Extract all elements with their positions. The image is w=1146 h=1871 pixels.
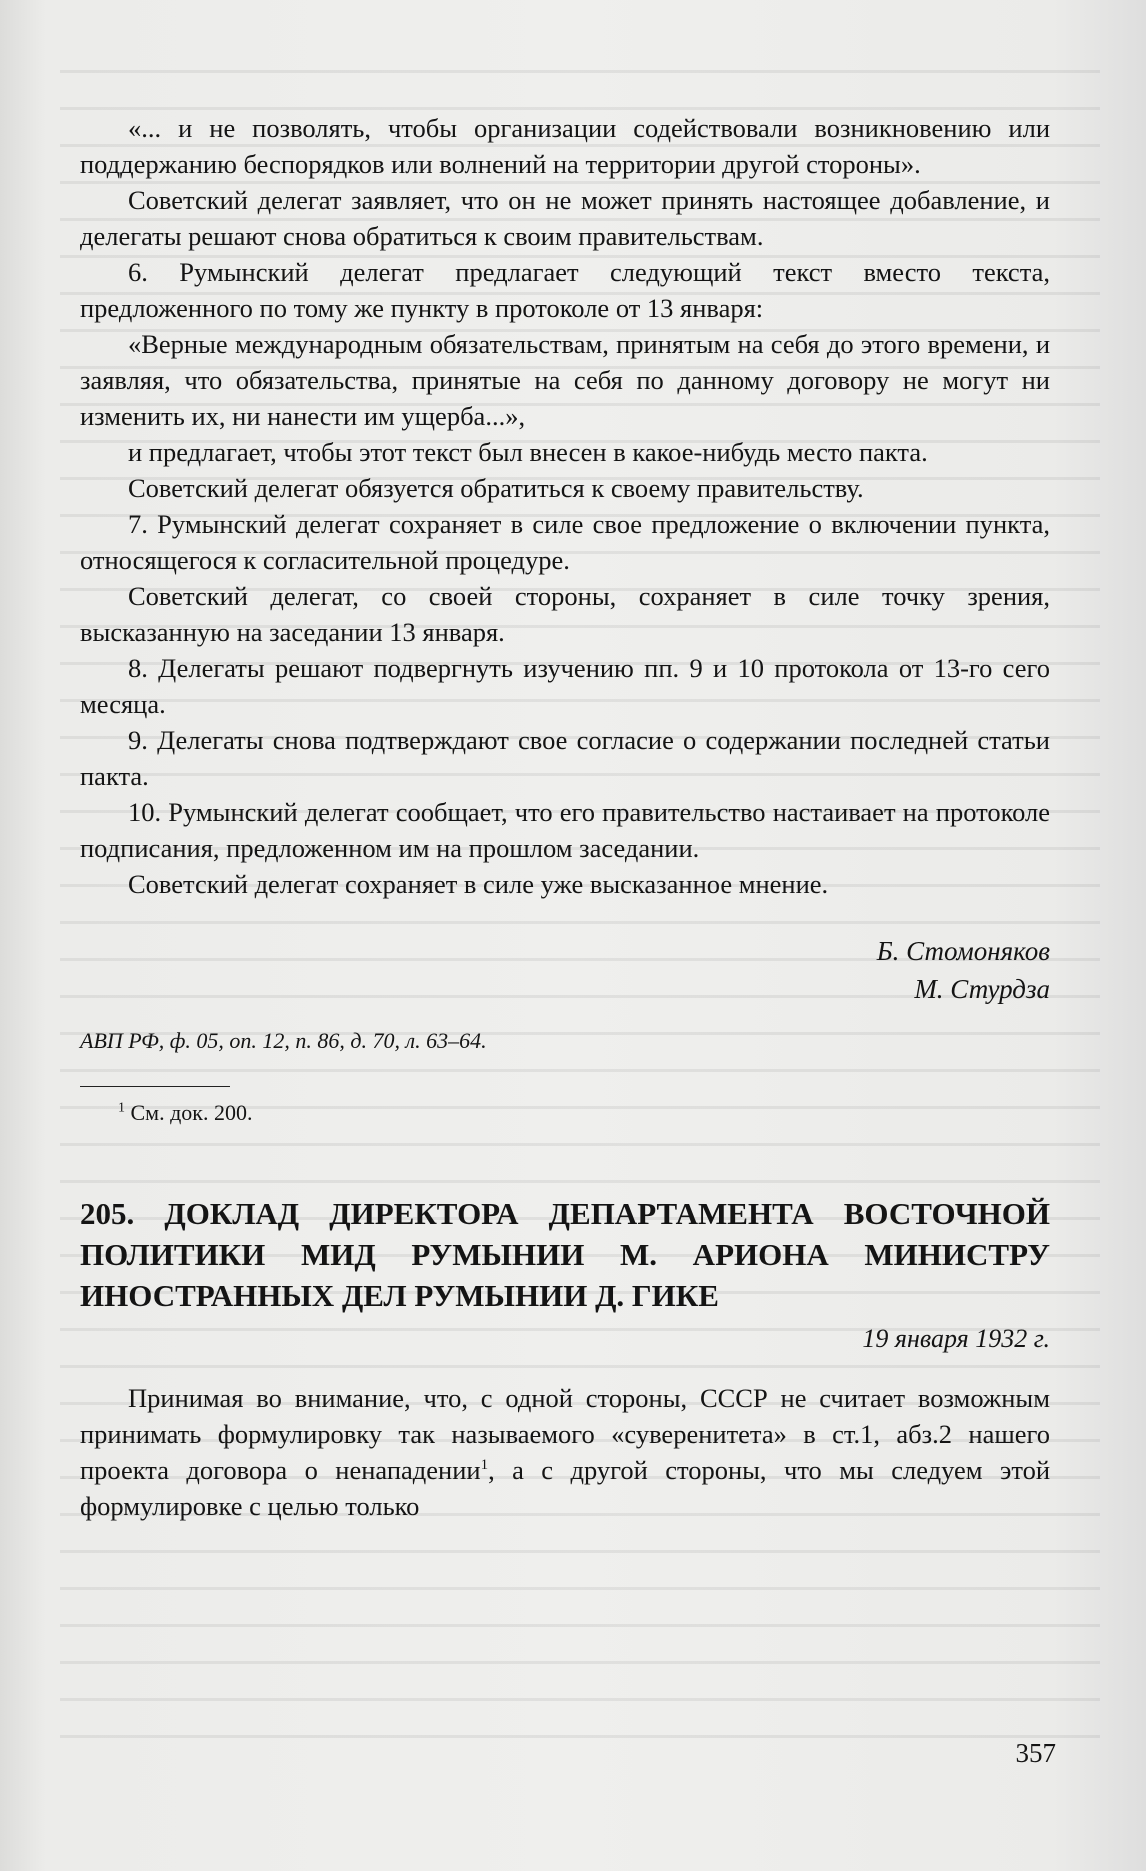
paragraph: Советский делегат, со своей стороны, сохраняет в силе точку зрения, высказанную на заседании 13 января. xyxy=(80,581,1050,647)
signature-stomoniakov: Б. Стомоняков xyxy=(876,936,1050,966)
paragraph: 6. Румынский делегат предлагает следующий текст вместо текста, предложенного по тому же пункту в протоколе от 13 января: xyxy=(80,257,1050,323)
body-text-part2: , а с другой стороны, что мы следуем этой формулировке с целью только xyxy=(80,1455,1051,1521)
paragraph: 9. Делегаты снова подтверждают свое согласие о содержании последней статьи пакта. xyxy=(80,725,1050,791)
page-content xyxy=(80,110,1050,1524)
paragraph: «... и не позволять, чтобы организации содействовали возникновению или поддержанию беспорядков или волнений на территории другой стороны». xyxy=(80,113,1050,179)
footnote xyxy=(118,1099,1050,1127)
footnote-divider xyxy=(80,1086,230,1087)
quote-paragraph: «Верные международным обязательствам, принятым на себя до этого времени, и заявляя, что обязательства, принятые на себя по данному договору не могут ни изменить их, ни нанести им ущерба...», xyxy=(80,329,1050,431)
paragraph: Советский делегат сохраняет в силе уже высказанное мнение. xyxy=(128,869,829,899)
archive-reference: АВП РФ, ф. 05, оп. 12, п. 86, д. 70, л. 63–64. xyxy=(80,1028,487,1053)
paragraph: 8. Делегаты решают подвергнуть изучению пп. 9 и 10 протокола от 13-го сего месяца. xyxy=(80,653,1050,719)
paragraph: Советский делегат заявляет, что он не может принять настоящее добавление, и делегаты решают снова обратиться к своим правительствам. xyxy=(80,185,1050,251)
signature-sturdza: М. Стурдза xyxy=(914,974,1050,1004)
paragraph: и предлагает, чтобы этот текст был внесен в какое-нибудь место пакта. xyxy=(128,437,928,467)
footnote-text: См. док. 200. xyxy=(130,1100,253,1125)
paragraph: Советский делегат обязуется обратиться к своему правительству. xyxy=(128,473,864,503)
body-text-part1: Принимая во внимание, что, с одной стороны, СССР не считает возможным принимать формулировку так называемого «суверенитета» в ст.1, абз.2 нашего проекта договора о ненападении xyxy=(80,1383,1050,1485)
paragraph: 7. Румынский делегат сохраняет в силе свое предложение о включении пункта, относящегося к согласительной процедуре. xyxy=(80,509,1050,575)
footnote-mark: 1 xyxy=(118,1100,125,1116)
signature-block xyxy=(80,932,1050,1008)
page-number: 357 xyxy=(1015,1738,1056,1768)
document-title: 205. ДОКЛАД ДИРЕКТОРА ДЕПАРТАМЕНТА ВОСТОЧНОЙ ПОЛИТИКИ МИД РУМЫНИИ М. АРИОНА МИНИСТРУ ИНОСТРАННЫХ ДЕЛ РУМЫНИИ Д. ГИКЕ xyxy=(80,1196,1050,1313)
document-date: 19 января 1932 г. xyxy=(862,1324,1050,1353)
footnote-ref: 1 xyxy=(480,1457,489,1474)
document-body xyxy=(80,1380,1050,1524)
paragraph: 10. Румынский делегат сообщает, что его правительство настаивает на протоколе подписания, предложенном им на прошлом заседании. xyxy=(80,797,1050,863)
